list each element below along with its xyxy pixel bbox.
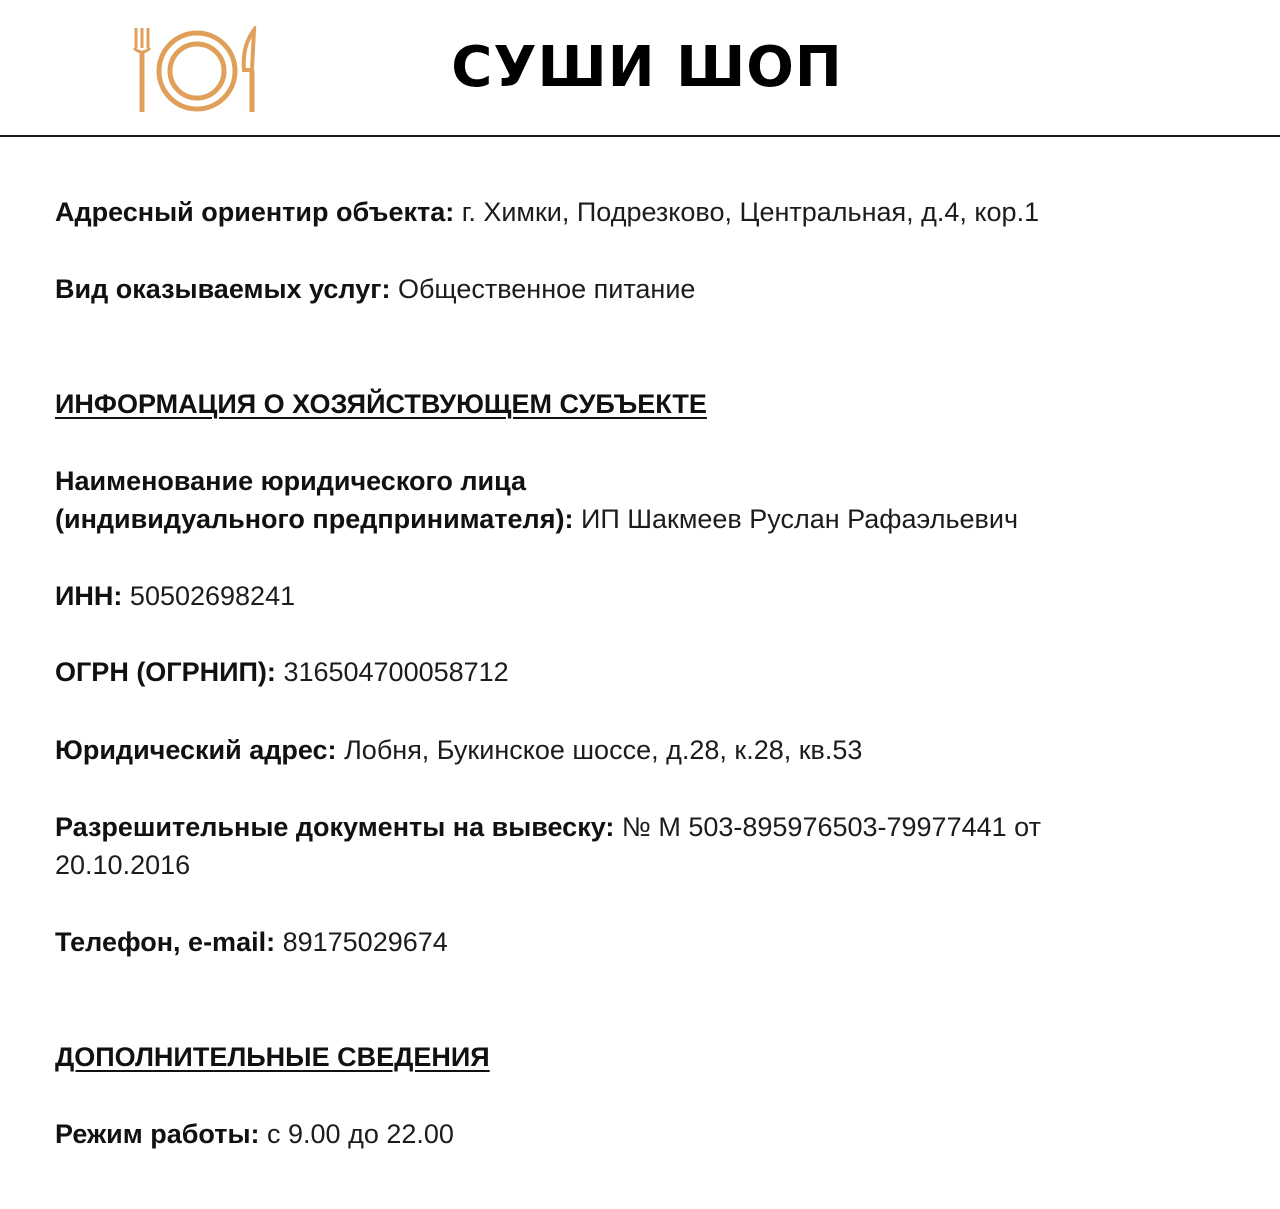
permits-label: Разрешительные документы на вывеску: bbox=[55, 812, 615, 842]
object-address-row bbox=[55, 193, 1039, 231]
services-value: Общественное питание bbox=[397, 274, 696, 304]
legal-address-row bbox=[55, 731, 862, 769]
inn-label: ИНН: bbox=[55, 581, 123, 611]
working-hours-row bbox=[55, 1115, 454, 1153]
working-hours-label: Режим работы: bbox=[55, 1119, 260, 1149]
page-header bbox=[0, 0, 1280, 137]
contact-label: Телефон, e-mail: bbox=[55, 927, 276, 957]
ogrn-value: 316504700058712 bbox=[283, 657, 509, 687]
ogrn-label: ОГРН (ОГРНИП): bbox=[55, 657, 276, 687]
contact-row bbox=[55, 923, 448, 961]
permits-row bbox=[55, 808, 1041, 846]
services-label: Вид оказываемых услуг: bbox=[55, 274, 391, 304]
object-address-label: Адресный ориентир объекта: bbox=[55, 197, 455, 227]
inn-value: 50502698241 bbox=[129, 581, 296, 611]
services-row bbox=[55, 270, 695, 308]
legal-address-value: Лобня, Букинское шоссе, д.28, к.28, кв.53 bbox=[344, 735, 863, 765]
entity-name-label-part2: (индивидуального предпринимателя): bbox=[55, 504, 574, 534]
inn-row bbox=[55, 577, 295, 615]
permits-date: 20.10.2016 bbox=[55, 850, 191, 880]
entity-name-row bbox=[55, 500, 1018, 538]
permits-row-continued bbox=[55, 846, 190, 884]
object-address-value: г. Химки, Подрезково, Центральная, д.4, кор.1 bbox=[461, 197, 1040, 227]
working-hours-value: с 9.00 до 22.00 bbox=[267, 1119, 454, 1149]
ogrn-row bbox=[55, 653, 509, 691]
additional-section-title: ДОПОЛНИТЕЛЬНЫЕ СВЕДЕНИЯ bbox=[55, 1042, 490, 1072]
permits-value: № М 503-895976503-79977441 от bbox=[621, 812, 1041, 842]
page-title: СУШИ ШОП bbox=[451, 35, 843, 100]
contact-value: 89175029674 bbox=[282, 927, 448, 957]
entity-section-title: ИНФОРМАЦИЯ О ХОЗЯЙСТВУЮЩЕМ СУБЪЕКТЕ bbox=[55, 389, 707, 419]
entity-name-label-part1: Наименование юридического лица bbox=[55, 466, 527, 496]
entity-name-value: ИП Шакмеев Руслан Рафаэльевич bbox=[580, 504, 1019, 534]
legal-address-label: Юридический адрес: bbox=[55, 735, 337, 765]
entity-name-label-line1 bbox=[55, 462, 526, 500]
